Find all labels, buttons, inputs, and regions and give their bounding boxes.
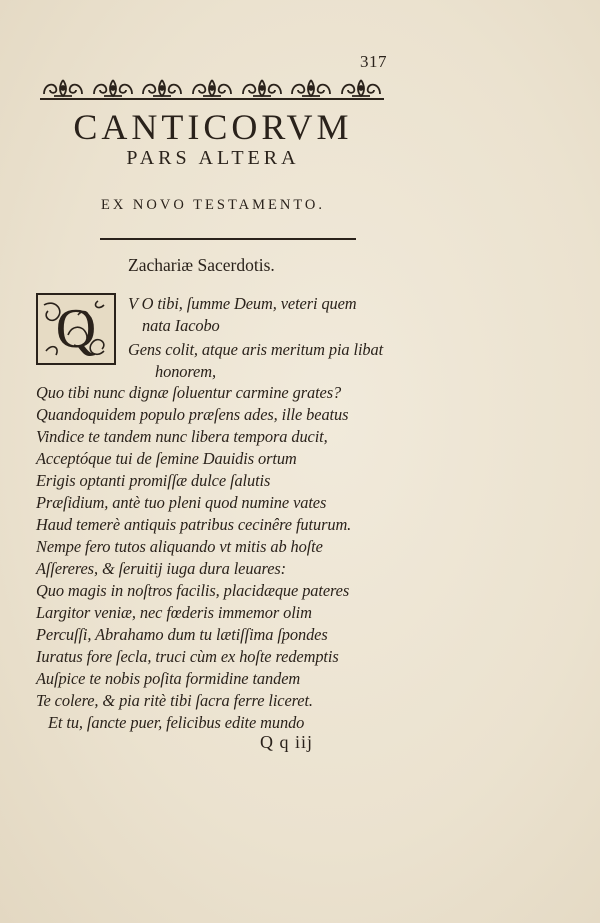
poem-line: Quo magis in noſtros facilis, placidæque pateres	[36, 581, 350, 600]
scroll-ornament-icon	[40, 76, 86, 98]
section-title: EX NOVO TESTAMENTO.	[100, 197, 326, 213]
poem-line: nata Iacobo	[142, 316, 220, 335]
poem-line: Et tu, ſancte puer, felicibus edite mundo	[48, 713, 305, 732]
poem-line: Vindice te tandem nunc libera tempora ducit,	[36, 427, 328, 446]
poem-line: Aſſereres, & ſeruitij iuga dura leuares:	[36, 559, 287, 578]
scroll-ornament-icon	[139, 76, 185, 98]
title-divider-rule	[100, 238, 356, 240]
poem-line: Largitor veniæ, nec fœderis immemor olim	[36, 603, 312, 622]
poem-line: V O tibi, ſumme Deum, veteri quem	[128, 294, 357, 313]
drop-cap-letter: Q	[55, 298, 97, 360]
poem-line: honorem,	[155, 362, 216, 381]
poem-line: Gens colit, atque aris meritum pia libat	[128, 340, 384, 359]
subtitle: PARS ALTERA	[126, 147, 300, 169]
poem-line: Quo tibi nunc dignæ ſoluentur carmine grates?	[36, 383, 342, 402]
scroll-ornament-icon	[189, 76, 235, 98]
poem-line: Percuſſi, Abrahamo dum tu lætiſſima ſpondes	[36, 625, 328, 644]
poem-line: Acceptóque tui de ſemine Dauidis ortum	[36, 449, 297, 468]
decorated-initial	[36, 293, 116, 365]
scroll-ornament-icon	[90, 76, 136, 98]
poem-line: Iuratus fore ſecla, truci cùm ex hoſte redemptis	[36, 647, 339, 666]
section-heading: Zachariæ Sacerdotis.	[128, 255, 275, 275]
main-title: CANTICORVM	[73, 107, 353, 147]
poem-line: Haud temerè antiquis patribus cecinêre futurum.	[36, 515, 352, 534]
poem-line: Præſidium, antè tuo pleni quod numine vates	[36, 493, 327, 512]
signature-mark: Q q iij	[260, 732, 314, 752]
floral-initial-q-icon	[38, 295, 114, 363]
scroll-ornament-icon	[338, 76, 384, 98]
ornamental-headpiece	[40, 74, 384, 100]
scroll-ornament-icon	[239, 76, 285, 98]
poem-line: Erigis optanti promiſſæ dulce ſalutis	[36, 471, 271, 490]
poem-line: Te colere, & pia ritè tibi ſacra ferre liceret.	[36, 691, 313, 710]
poem-line: Auſpice te nobis poſita formidine tandem	[36, 669, 301, 688]
page-number: 317	[360, 52, 387, 71]
poem-line: Nempe fero tutos aliquando vt mitis ab hoſte	[36, 537, 323, 556]
scroll-ornament-icon	[288, 76, 334, 98]
poem-line: Quandoquidem populo præſens ades, ille beatus	[36, 405, 349, 424]
